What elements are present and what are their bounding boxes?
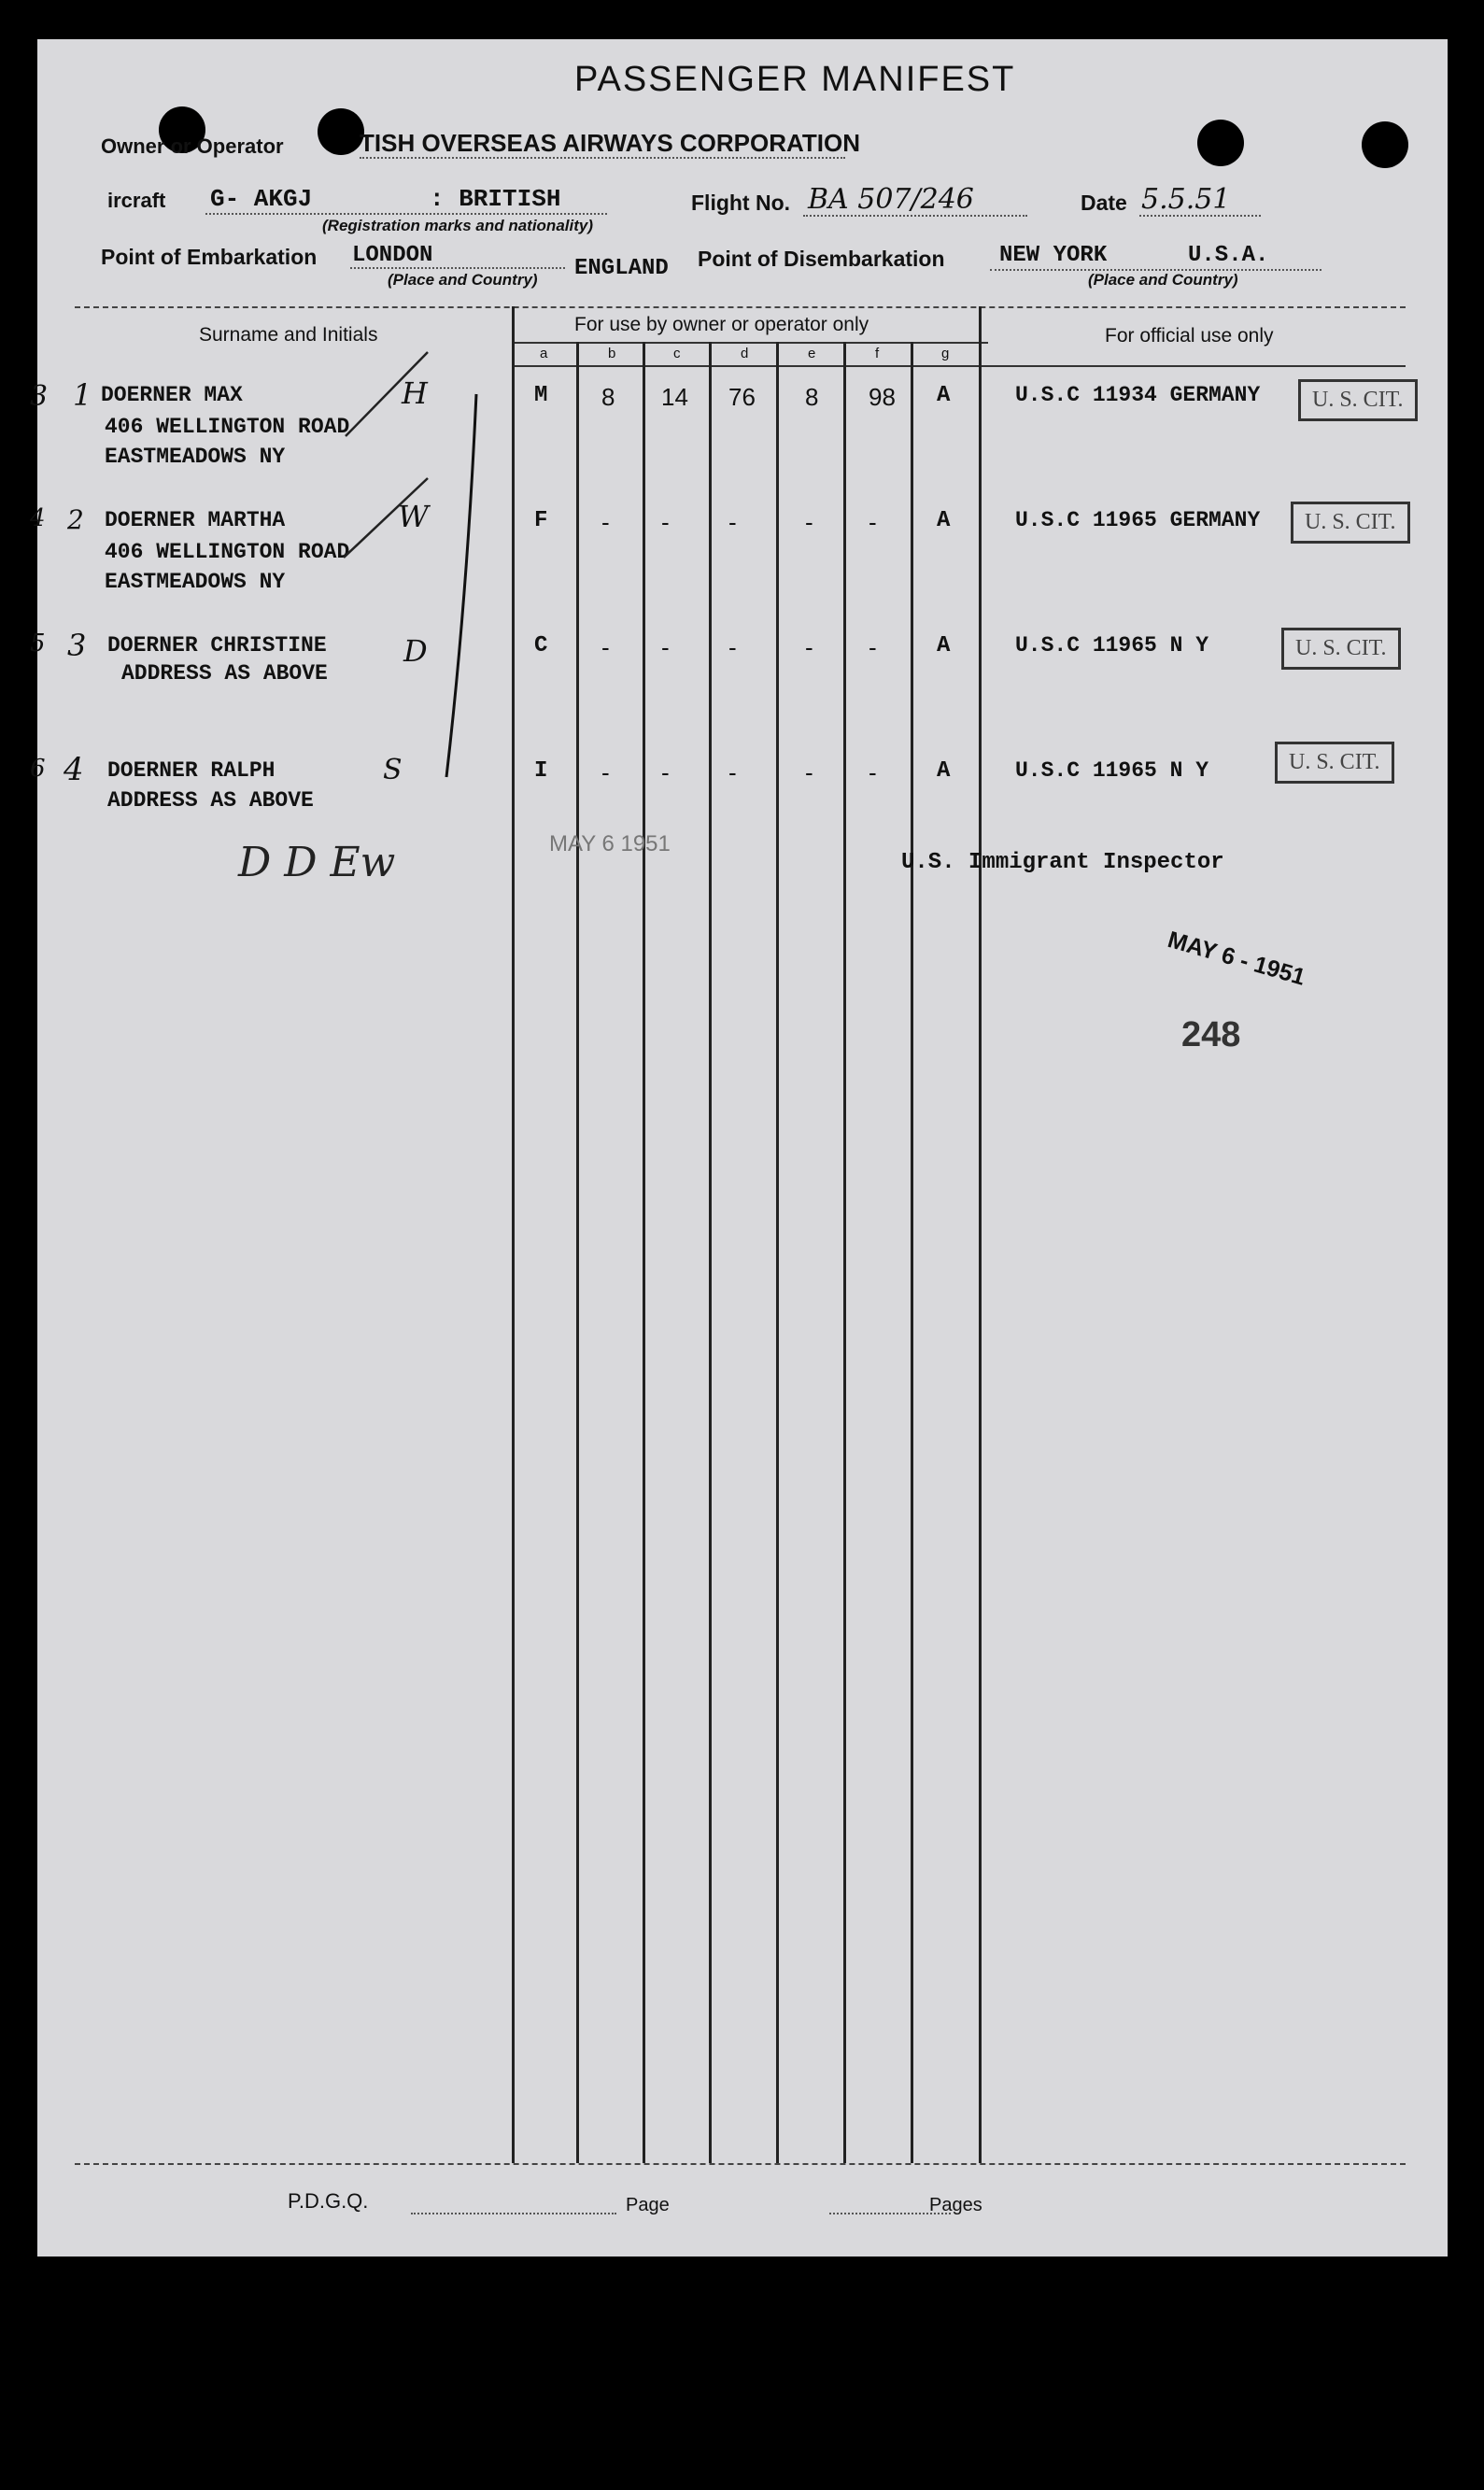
official-entry: U.S.C 11965 GERMANY [1015,508,1261,532]
passenger-name: DOERNER CHRISTINE [107,633,327,658]
date-value: 5.5.51 [1141,183,1231,216]
sub-col-f: f [875,346,880,361]
date-stamp: MAY 6 1951 [549,831,671,856]
cell-c: - [661,633,670,661]
footer-pdgq: P.D.G.Q. [288,2189,369,2213]
punch-hole-right-1 [1197,120,1244,166]
citizen-stamp: U. S. CIT. [1298,379,1418,421]
row-index-outer: 3 [30,380,49,413]
cell-a: I [534,758,548,784]
sub-col-d: d [741,346,749,361]
flight-value: BA 507/246 [808,183,974,216]
official-entry: U.S.C 11934 GERMANY [1015,383,1261,407]
passenger-address-1: ADDRESS AS ABOVE [121,661,328,686]
citizen-stamp: U. S. CIT. [1275,742,1394,784]
disembark-note: (Place and Country) [1088,271,1238,289]
disembark-label: Point of Disembarkation [698,247,945,271]
cell-d: 76 [728,383,756,411]
registration-note: (Registration marks and nationality) [322,217,593,234]
nationality-value: : BRITISH [430,185,561,213]
page-title: PASSENGER MANIFEST [574,60,1016,99]
official-entry: U.S.C 11965 N Y [1015,633,1209,658]
page-number-stamp: 248 [1181,1015,1241,1054]
cell-d: - [728,508,737,536]
cell-c: - [661,508,670,536]
citizen-stamp: U. S. CIT. [1281,628,1401,670]
row-index: 2 [67,504,84,535]
passenger-address-2: EASTMEADOWS NY [105,570,286,594]
aircraft-label: ircraft [107,189,166,212]
passenger-address-1: ADDRESS AS ABOVE [107,788,314,813]
footer-pages-label: Pages [929,2195,982,2215]
cell-b: 8 [601,383,615,411]
cell-e: - [805,758,813,786]
handwritten-signature: D D Ew [238,839,396,886]
col-official-header: For official use only [1105,325,1274,347]
col-line-8 [979,306,982,2163]
col-line-3 [643,342,645,2163]
embark-country: ENGLAND [574,256,669,281]
footer-dots-1 [411,2213,616,2214]
punch-hole-right-2 [1362,121,1408,168]
cell-f: 98 [869,383,896,411]
cell-e: 8 [805,383,819,411]
handwritten-strokes [37,39,598,880]
cell-g: A [937,508,951,533]
inspector-stamp: U.S. Immigrant Inspector [901,850,1224,875]
col-line-4 [709,342,712,2163]
cell-b: - [601,633,610,661]
cell-c: 14 [661,383,688,411]
row-index: 1 [73,377,92,413]
table-header-bottom-rule [512,365,1406,367]
passenger-mark: H [402,375,428,411]
disembark-country: U.S.A. [1188,243,1269,268]
passenger-mark: W [398,499,429,534]
passenger-mark: S [383,754,403,786]
flight-label: Flight No. [691,191,791,215]
owner-value: TISH OVERSEAS AIRWAYS CORPORATION [360,129,860,157]
cell-a: C [534,633,548,658]
cell-f: - [869,758,877,786]
sub-col-a: a [540,346,548,361]
col-owner-use-header: For use by owner or operator only [574,314,869,335]
cell-g: A [937,758,951,784]
sub-col-e: e [808,346,816,361]
row-index-outer: 6 [30,755,46,783]
col-surname-header: Surname and Initials [199,324,378,346]
passenger-mark: D [403,633,428,669]
cell-a: M [534,383,548,408]
row-index-outer: 4 [30,504,46,532]
cell-g: A [937,633,951,658]
row-index: 4 [64,751,84,788]
official-entry: U.S.C 11965 N Y [1015,758,1209,783]
cell-e: - [805,633,813,661]
embark-place: LONDON [352,243,433,268]
passenger-address-2: EASTMEADOWS NY [105,445,286,469]
cell-f: - [869,508,877,536]
cell-a: F [534,508,548,533]
passenger-address-1: 406 WELLINGTON ROAD [105,415,350,439]
cell-b: - [601,758,610,786]
cell-b: - [601,508,610,536]
row-index: 3 [67,628,87,663]
citizen-stamp: U. S. CIT. [1291,502,1410,544]
flight-dots [803,215,1027,217]
date-dots [1139,215,1261,217]
cell-f: - [869,633,877,661]
row-index-outer: 5 [30,630,46,658]
passenger-name: DOERNER MARTHA [105,508,286,532]
disembark-place: NEW YORK [999,243,1108,268]
footer-page-label: Page [626,2195,670,2215]
footer-rule [75,2163,1406,2167]
cell-e: - [805,508,813,536]
sub-col-c: c [673,346,681,361]
embark-label: Point of Embarkation [101,245,318,269]
col-line-6 [843,342,846,2163]
date-label: Date [1081,191,1127,215]
owner-label: Owner or Operator [101,134,284,158]
cell-d: - [728,758,737,786]
cell-g: A [937,383,951,408]
inspector-date-stamp: MAY 6 - 1951 [1165,927,1308,991]
cell-d: - [728,633,737,661]
manifest-page [30,39,1448,2257]
sub-col-g: g [941,346,950,361]
cell-c: - [661,758,670,786]
passenger-name: DOERNER RALPH [107,758,276,783]
sub-col-b: b [608,346,616,361]
embark-note: (Place and Country) [388,271,538,289]
passenger-address-1: 406 WELLINGTON ROAD [105,540,350,564]
passenger-name: DOERNER MAX [101,383,243,407]
col-line-5 [776,342,779,2163]
aircraft-value: G- AKGJ [210,185,313,213]
col-line-7 [911,342,913,2163]
